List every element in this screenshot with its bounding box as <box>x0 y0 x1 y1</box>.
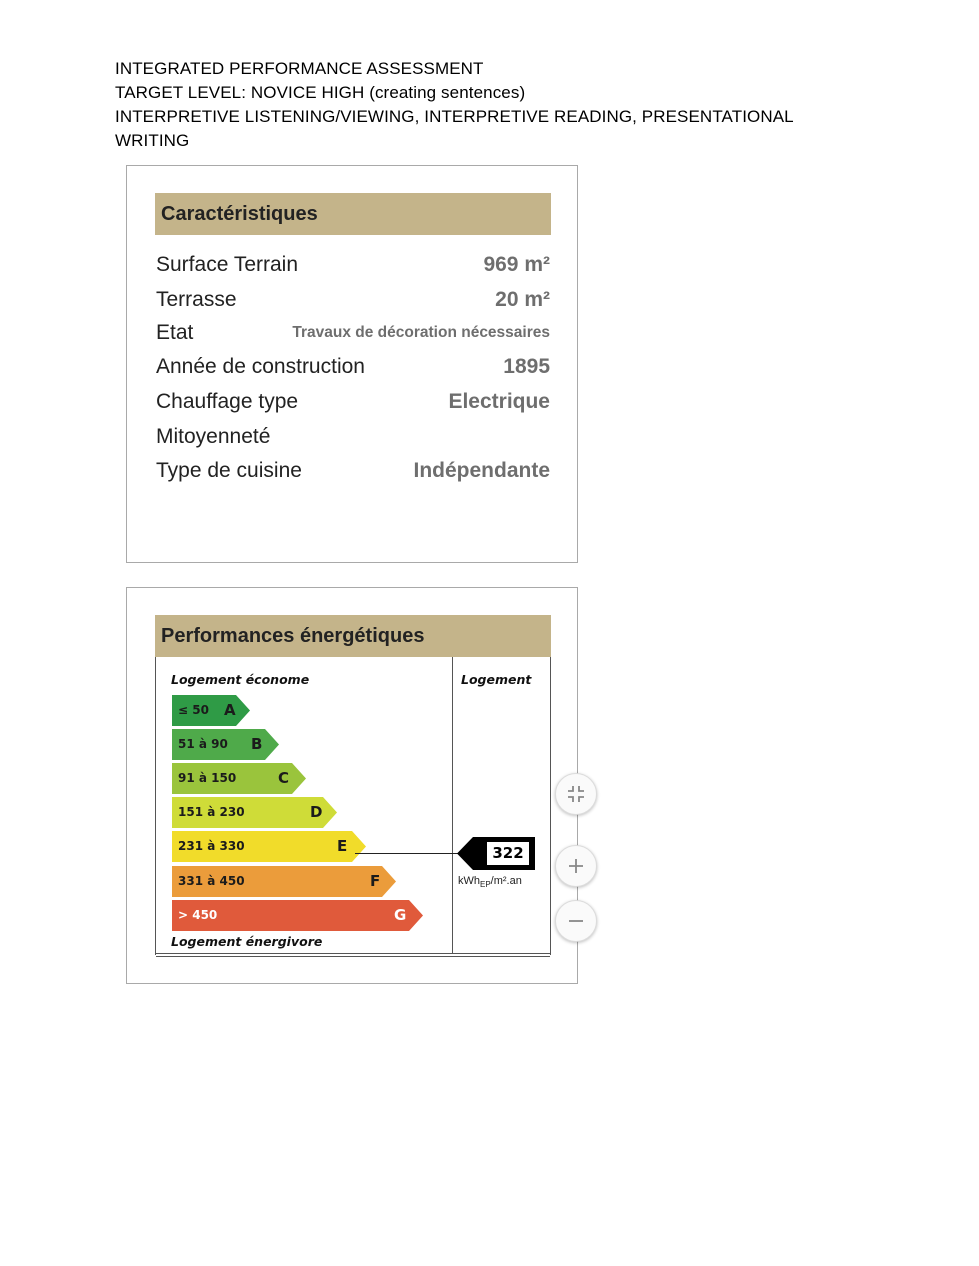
char-row-mitoyennete <box>156 420 550 454</box>
char-label: Type de cuisine <box>156 459 302 482</box>
energy-unit <box>458 875 522 889</box>
band-letter: G <box>394 906 407 924</box>
band-range: 231 à 330 <box>178 839 245 853</box>
char-value: 969 m² <box>483 253 550 276</box>
band-c <box>172 763 306 794</box>
band-range: ≤ 50 <box>178 703 209 717</box>
char-row-etat <box>156 316 550 350</box>
band-letter: B <box>251 735 263 753</box>
bottom-rule <box>156 956 550 957</box>
characteristics-title: Caractéristiques <box>155 193 551 235</box>
energy-value: 322 <box>492 844 524 862</box>
bottom-label: Logement énergivore <box>171 934 323 949</box>
band-a <box>172 695 250 726</box>
band-range: 331 à 450 <box>178 874 245 888</box>
header-line-2: TARGET LEVEL: NOVICE HIGH (creating sentences) <box>115 83 526 102</box>
char-label: Mitoyenneté <box>156 425 271 448</box>
bottom-rule <box>156 953 550 954</box>
band-b <box>172 729 279 760</box>
char-value: Indépendante <box>413 459 550 482</box>
char-label: Terrasse <box>156 288 237 311</box>
char-row-surface <box>156 248 550 282</box>
plus-icon <box>567 857 585 875</box>
header-line-1: INTEGRATED PERFORMANCE ASSESSMENT <box>115 59 484 78</box>
band-g <box>172 900 423 931</box>
header-line-4: WRITING <box>115 131 190 150</box>
value-pointer-line <box>355 853 459 854</box>
column-divider <box>452 657 453 953</box>
band-range: 151 à 230 <box>178 805 245 819</box>
char-label: Surface Terrain <box>156 253 299 276</box>
energy-card <box>126 587 578 984</box>
header-line-3: INTERPRETIVE LISTENING/VIEWING, INTERPRETIVE READING, PRESENTATIONAL <box>115 107 794 126</box>
band-letter: E <box>337 837 348 855</box>
char-label: Etat <box>156 321 194 344</box>
band-letter: C <box>278 769 290 787</box>
char-value: Travaux de décoration nécessaires <box>292 324 550 341</box>
characteristics-card <box>126 165 578 563</box>
char-label: Chauffage type <box>156 390 299 413</box>
band-letter: A <box>224 701 236 719</box>
char-row-annee <box>156 350 550 384</box>
band-range: 91 à 150 <box>178 771 237 785</box>
band-range: 51 à 90 <box>178 737 228 751</box>
top-label: Logement économe <box>171 672 310 687</box>
band-range: > 450 <box>178 908 218 922</box>
band-letter: D <box>310 803 323 821</box>
value-marker <box>457 837 535 870</box>
zoom-out-button[interactable] <box>555 900 597 942</box>
zoom-in-button[interactable] <box>555 845 597 887</box>
energy-title: Performances énergétiques <box>155 615 551 657</box>
band-letter: F <box>370 872 381 890</box>
collapse-icon <box>567 785 585 803</box>
minus-icon <box>567 912 585 930</box>
band-f <box>172 866 396 897</box>
char-row-cuisine <box>156 454 550 488</box>
column-label: Logement <box>461 672 532 687</box>
char-label: Année de construction <box>156 355 365 378</box>
collapse-button[interactable] <box>555 773 597 815</box>
document-header <box>115 57 875 153</box>
char-value: Electrique <box>448 390 550 413</box>
char-row-chauffage <box>156 385 550 419</box>
char-value: 20 m² <box>495 288 550 311</box>
char-value: 1895 <box>503 355 550 378</box>
unit-tail: /m².an <box>490 875 522 887</box>
unit-sub: EP <box>480 880 491 890</box>
band-e <box>172 831 366 862</box>
band-d <box>172 797 337 828</box>
unit-main: kWh <box>458 875 480 887</box>
char-row-terrasse <box>156 283 550 317</box>
energy-chart <box>155 657 551 955</box>
